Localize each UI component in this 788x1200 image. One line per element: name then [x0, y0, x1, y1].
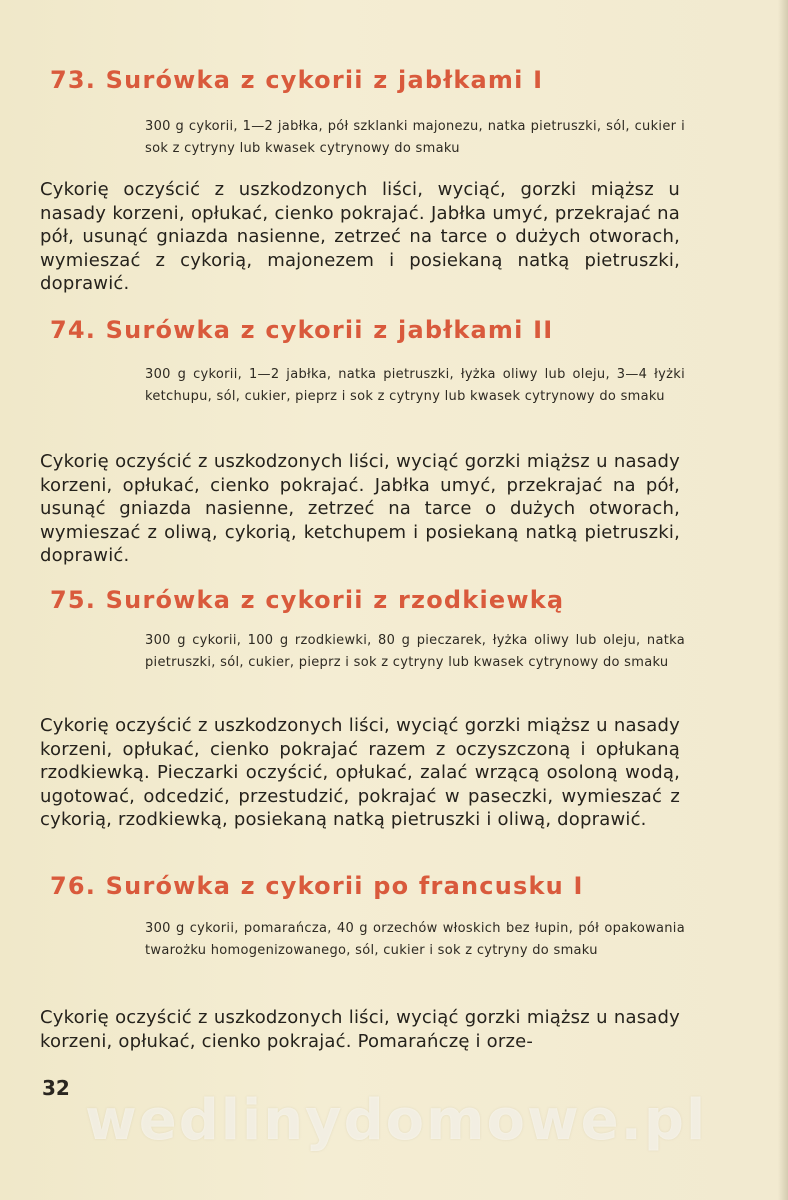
recipe-instructions: Cykorię oczyścić z uszkodzonych liści, wyciąć gorzki miąższ u nasady korzeni, opłukać, cienko pokrajać. Jabłka umyć, przekrajać na pół, usunąć gniazda nasienne, zetrzeć na tarce o dużych otworach, wymieszać z oliwą, cykorią, ketchupem i posiekaną natką pietruszki, doprawić. [40, 451, 680, 566]
watermark: wedlinydomowe.pl [85, 1088, 708, 1153]
recipe-instructions: Cykorię oczyścić z uszkodzonych liści, wyciąć gorzki miąższ u nasady korzeni, opłukać, cienko pokrajać razem z oczyszczoną i opłukaną rzodkiewką. Pieczarki oczyścić, opłukać, zalać wrzącą osoloną wodą, ugotować, odcedzić, przestudzić, pokrajać w paseczki, wymieszać z cykorią, rzodkiewką, posiekaną natką pietruszki i oliwą, doprawić. [40, 715, 680, 830]
recipe-title: 75. Surówka z cykorii z rzodkiewką [50, 586, 565, 614]
recipe-title: 74. Surówka z cykorii z jabłkami II [50, 316, 554, 344]
recipe-instructions: Cykorię oczyścić z uszkodzonych liści, wyciąć gorzki miąższ u nasady korzeni, opłukać, cienko pokrajać. Pomarańczę i orze- [40, 1007, 680, 1052]
page-number: 32 [42, 1076, 70, 1100]
recipe-ingredients: 300 g cykorii, 1—2 jabłka, natka pietruszki, łyżka oliwy lub oleju, 3—4 łyżki ketchupu, sól, cukier, pieprz i sok z cytryny lub kwasek cytrynowy do smaku [145, 367, 685, 404]
recipe-ingredients: 300 g cykorii, 100 g rzodkiewki, 80 g pieczarek, łyżka oliwy lub oleju, natka pietruszki, sól, cukier, pieprz i sok z cytryny lub kwasek cytrynowy do smaku [145, 633, 685, 670]
recipe-instructions: Cykorię oczyścić z uszkodzonych liści, wyciąć, gorzki miąższ u nasady korzeni, opłukać, cienko pokrajać. Jabłka umyć, przekrajać na pół, usunąć gniazda nasienne, zetrzeć na tarce o dużych otworach, wymieszać z cykorią, majonezem i posiekaną natką pietruszki, doprawić. [40, 179, 680, 294]
page-edge-shadow [778, 0, 788, 1200]
recipe-title: 76. Surówka z cykorii po francusku I [50, 872, 584, 900]
recipe-ingredients: 300 g cykorii, 1—2 jabłka, pół szklanki majonezu, natka pietruszki, sól, cukier i sok z cytryny lub kwasek cytrynowy do smaku [145, 119, 685, 156]
recipe-title: 73. Surówka z cykorii z jabłkami I [50, 66, 544, 94]
recipe-ingredients: 300 g cykorii, pomarańcza, 40 g orzechów włoskich bez łupin, pół opakowania twarożku homogenizowanego, sól, cukier i sok z cytryny do smaku [145, 921, 685, 958]
